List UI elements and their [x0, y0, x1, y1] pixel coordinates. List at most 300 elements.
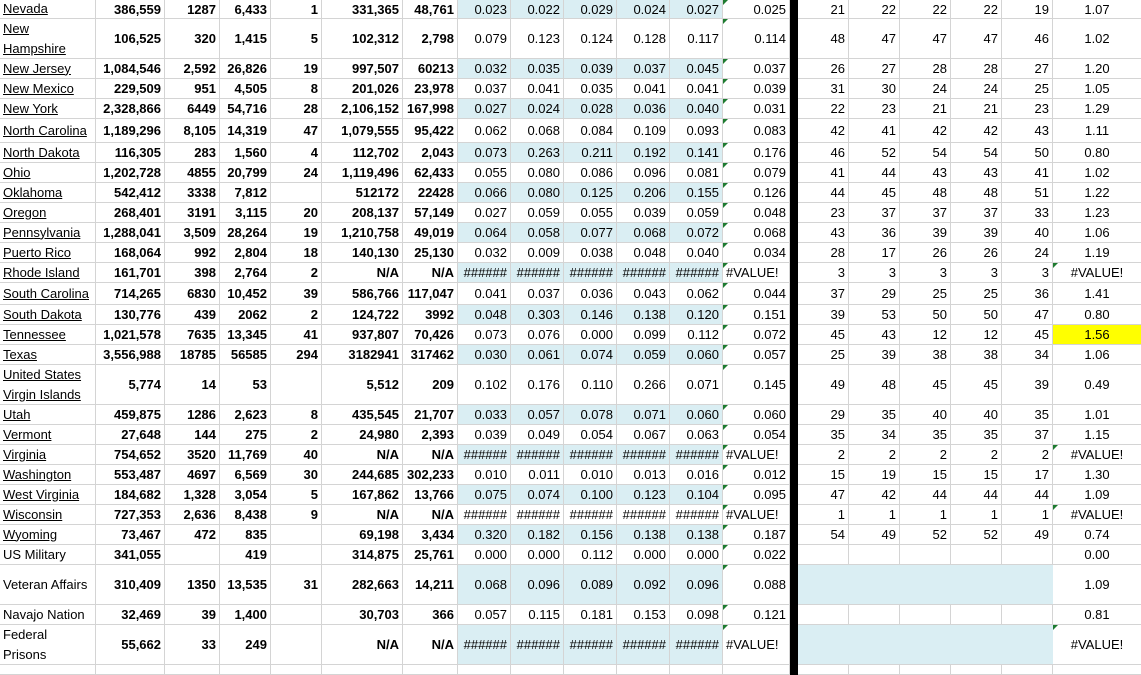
rate-cell[interactable]: 0.078 — [564, 405, 617, 424]
rate-cell[interactable]: 0.054 — [564, 425, 617, 444]
count-c-cell[interactable]: 2,623 — [220, 405, 271, 424]
average-cell[interactable] — [723, 223, 790, 242]
count-d-cell[interactable]: 19 — [271, 59, 322, 78]
rate-cell[interactable]: 0.041 — [670, 79, 723, 98]
rank-cell[interactable]: 3 — [798, 263, 849, 282]
state-link[interactable]: South Carolina — [3, 285, 89, 301]
count-d-cell[interactable]: 2 — [271, 305, 322, 324]
count-c-cell[interactable]: 249 — [220, 625, 271, 664]
rate-cell[interactable]: 0.068 — [511, 119, 564, 142]
rate-cell[interactable]: 0.039 — [617, 203, 670, 222]
count-e-cell[interactable]: 102,312 — [322, 19, 403, 58]
rate-cell[interactable]: 0.123 — [511, 19, 564, 58]
count-b-cell[interactable]: 144 — [165, 425, 220, 444]
state-link[interactable]: Oklahoma — [3, 184, 63, 200]
rate-cell[interactable]: 0.036 — [564, 283, 617, 304]
total-count-cell[interactable]: 1,021,578 — [96, 325, 165, 344]
rank-cell[interactable]: 23 — [849, 99, 900, 118]
rate-cell[interactable]: 0.068 — [617, 223, 670, 242]
rate-cell[interactable]: 0.000 — [617, 545, 670, 564]
rate-cell[interactable]: 0.057 — [458, 605, 511, 624]
count-e-cell[interactable]: N/A — [322, 505, 403, 524]
rate-cell[interactable]: 0.041 — [511, 79, 564, 98]
count-b-cell[interactable]: 472 — [165, 525, 220, 544]
rate-cell[interactable]: 0.138 — [617, 305, 670, 324]
rank-cell[interactable]: 46 — [1002, 19, 1053, 58]
rank-cell[interactable] — [1002, 545, 1053, 564]
count-b-cell[interactable]: 8,105 — [165, 119, 220, 142]
state-link[interactable]: North Carolina — [3, 122, 87, 138]
rank-cell[interactable]: 25 — [798, 345, 849, 364]
count-b-cell[interactable]: 4697 — [165, 465, 220, 484]
rate-cell[interactable] — [670, 665, 723, 674]
count-f-cell[interactable]: 49,019 — [403, 223, 458, 242]
state-name-cell[interactable] — [0, 99, 96, 118]
rank-cell[interactable] — [1002, 605, 1053, 624]
state-name-cell[interactable] — [0, 665, 96, 674]
rate-cell[interactable]: 0.176 — [511, 365, 564, 404]
ratio-cell[interactable] — [1053, 19, 1141, 58]
total-count-cell[interactable]: 229,509 — [96, 79, 165, 98]
average-cell[interactable] — [723, 19, 790, 58]
rate-cell[interactable]: 0.060 — [670, 405, 723, 424]
rate-cell[interactable]: ###### — [670, 445, 723, 464]
rate-cell[interactable]: 0.061 — [511, 345, 564, 364]
rank-cell[interactable] — [951, 565, 1002, 604]
total-count-cell[interactable]: 130,776 — [96, 305, 165, 324]
count-b-cell[interactable]: 14 — [165, 365, 220, 404]
rank-cell[interactable]: 54 — [951, 143, 1002, 162]
count-e-cell[interactable]: 1,079,555 — [322, 119, 403, 142]
rank-cell[interactable]: 43 — [849, 325, 900, 344]
count-c-cell[interactable]: 14,319 — [220, 119, 271, 142]
count-f-cell[interactable]: 25,761 — [403, 545, 458, 564]
state-name-cell[interactable] — [0, 465, 96, 484]
rank-cell[interactable]: 27 — [849, 59, 900, 78]
rank-cell[interactable]: 47 — [798, 485, 849, 504]
rank-cell[interactable]: 1 — [798, 505, 849, 524]
rate-cell[interactable]: 0.041 — [617, 79, 670, 98]
rank-cell[interactable]: 52 — [849, 143, 900, 162]
rate-cell[interactable]: 0.075 — [458, 485, 511, 504]
rank-cell[interactable]: 43 — [1002, 119, 1053, 142]
total-count-cell[interactable]: 32,469 — [96, 605, 165, 624]
rank-cell[interactable] — [849, 605, 900, 624]
state-name-cell[interactable] — [0, 485, 96, 504]
average-cell[interactable] — [723, 79, 790, 98]
state-link[interactable]: Wyoming — [3, 526, 58, 542]
count-e-cell[interactable]: 997,507 — [322, 59, 403, 78]
count-c-cell[interactable]: 54,716 — [220, 99, 271, 118]
rate-cell[interactable]: 0.098 — [670, 605, 723, 624]
average-cell[interactable] — [723, 605, 790, 624]
rank-cell[interactable] — [951, 625, 1002, 664]
count-f-cell[interactable]: 209 — [403, 365, 458, 404]
count-d-cell[interactable]: 19 — [271, 223, 322, 242]
state-name-cell[interactable] — [0, 305, 96, 324]
rank-cell[interactable]: 24 — [951, 79, 1002, 98]
count-d-cell[interactable] — [271, 545, 322, 564]
state-link[interactable]: North Dakota — [3, 144, 80, 160]
rank-cell[interactable]: 19 — [1002, 0, 1053, 18]
rank-cell[interactable]: 39 — [1002, 365, 1053, 404]
rank-cell[interactable]: 48 — [849, 365, 900, 404]
rank-cell[interactable]: 43 — [900, 163, 951, 182]
count-b-cell[interactable]: 1,328 — [165, 485, 220, 504]
rank-cell[interactable]: 48 — [900, 183, 951, 202]
rank-cell[interactable]: 33 — [1002, 203, 1053, 222]
rank-cell[interactable]: 36 — [849, 223, 900, 242]
rank-cell[interactable]: 40 — [951, 405, 1002, 424]
count-c-cell[interactable] — [220, 665, 271, 674]
rate-cell[interactable]: 0.096 — [670, 565, 723, 604]
rank-cell[interactable] — [798, 545, 849, 564]
average-cell[interactable] — [723, 545, 790, 564]
state-name-cell[interactable] — [0, 445, 96, 464]
rank-cell[interactable]: 54 — [798, 525, 849, 544]
count-e-cell[interactable]: N/A — [322, 445, 403, 464]
count-c-cell[interactable]: 1,560 — [220, 143, 271, 162]
rank-cell[interactable] — [1002, 565, 1053, 604]
ratio-cell[interactable] — [1053, 143, 1141, 162]
rank-cell[interactable]: 45 — [798, 325, 849, 344]
rank-cell[interactable] — [951, 545, 1002, 564]
rank-cell[interactable] — [951, 605, 1002, 624]
count-d-cell[interactable]: 30 — [271, 465, 322, 484]
rank-cell[interactable] — [798, 605, 849, 624]
total-count-cell[interactable]: 1,288,041 — [96, 223, 165, 242]
count-f-cell[interactable]: N/A — [403, 263, 458, 282]
rank-cell[interactable]: 2 — [798, 445, 849, 464]
rate-cell[interactable]: 0.138 — [670, 525, 723, 544]
state-link[interactable]: Washington — [3, 466, 72, 482]
count-b-cell[interactable]: 3191 — [165, 203, 220, 222]
total-count-cell[interactable]: 542,412 — [96, 183, 165, 202]
rank-cell[interactable]: 27 — [1002, 59, 1053, 78]
count-e-cell[interactable]: 30,703 — [322, 605, 403, 624]
state-link[interactable]: New Jersey — [3, 60, 71, 76]
total-count-cell[interactable]: 754,652 — [96, 445, 165, 464]
average-cell[interactable] — [723, 465, 790, 484]
rate-cell[interactable]: 0.081 — [670, 163, 723, 182]
state-link[interactable]: Virginia — [3, 446, 47, 462]
count-e-cell[interactable]: N/A — [322, 263, 403, 282]
state-link[interactable]: West Virginia — [3, 486, 80, 502]
rank-cell[interactable]: 22 — [798, 99, 849, 118]
state-name-cell[interactable] — [0, 405, 96, 424]
rate-cell[interactable]: 0.029 — [564, 0, 617, 18]
count-f-cell[interactable]: 167,998 — [403, 99, 458, 118]
rank-cell[interactable]: 39 — [951, 223, 1002, 242]
rate-cell[interactable]: 0.062 — [670, 283, 723, 304]
rank-cell[interactable]: 3 — [951, 263, 1002, 282]
state-name-cell[interactable] — [0, 79, 96, 98]
average-cell[interactable] — [723, 99, 790, 118]
rank-cell[interactable]: 34 — [1002, 345, 1053, 364]
ratio-cell[interactable] — [1053, 283, 1141, 304]
rate-cell[interactable]: 0.110 — [564, 365, 617, 404]
rate-cell[interactable]: 0.211 — [564, 143, 617, 162]
count-f-cell[interactable]: 117,047 — [403, 283, 458, 304]
state-link[interactable]: Nevada — [3, 1, 48, 16]
rank-cell[interactable]: 22 — [951, 0, 1002, 18]
rank-cell[interactable]: 44 — [849, 163, 900, 182]
rate-cell[interactable]: 0.000 — [670, 545, 723, 564]
average-cell[interactable] — [723, 345, 790, 364]
rank-cell[interactable]: 44 — [951, 485, 1002, 504]
rank-cell[interactable]: 1 — [1002, 505, 1053, 524]
state-name-cell[interactable] — [0, 119, 96, 142]
rank-cell[interactable]: 43 — [951, 163, 1002, 182]
count-c-cell[interactable]: 3,115 — [220, 203, 271, 222]
rate-cell[interactable]: 0.138 — [617, 525, 670, 544]
count-b-cell[interactable] — [165, 545, 220, 564]
count-f-cell[interactable]: 22428 — [403, 183, 458, 202]
rate-cell[interactable]: 0.117 — [670, 19, 723, 58]
rate-cell[interactable]: 0.112 — [670, 325, 723, 344]
rank-cell[interactable]: 36 — [1002, 283, 1053, 304]
count-d-cell[interactable]: 1 — [271, 0, 322, 18]
total-count-cell[interactable]: 1,084,546 — [96, 59, 165, 78]
rate-cell[interactable]: 0.080 — [511, 183, 564, 202]
rank-cell[interactable]: 35 — [951, 425, 1002, 444]
count-b-cell[interactable]: 6449 — [165, 99, 220, 118]
rank-cell[interactable]: 42 — [798, 119, 849, 142]
rate-cell[interactable]: 0.124 — [564, 19, 617, 58]
rate-cell[interactable]: 0.092 — [617, 565, 670, 604]
state-link[interactable]: New Hampshire — [3, 20, 66, 56]
rate-cell[interactable]: 0.059 — [670, 203, 723, 222]
count-c-cell[interactable]: 10,452 — [220, 283, 271, 304]
rate-cell[interactable]: 0.104 — [670, 485, 723, 504]
rate-cell[interactable]: 0.032 — [458, 59, 511, 78]
count-b-cell[interactable]: 439 — [165, 305, 220, 324]
rank-cell[interactable]: 44 — [900, 485, 951, 504]
count-b-cell[interactable]: 398 — [165, 263, 220, 282]
count-d-cell[interactable] — [271, 183, 322, 202]
rate-cell[interactable] — [458, 665, 511, 674]
total-count-cell[interactable]: 116,305 — [96, 143, 165, 162]
rank-cell[interactable]: 51 — [1002, 183, 1053, 202]
rank-cell[interactable]: 2 — [1002, 445, 1053, 464]
ratio-cell[interactable] — [1053, 365, 1141, 404]
rank-cell[interactable]: 2 — [900, 445, 951, 464]
ratio-cell[interactable] — [1053, 425, 1141, 444]
rate-cell[interactable]: 0.028 — [564, 99, 617, 118]
rank-cell[interactable]: 41 — [849, 119, 900, 142]
rank-cell[interactable]: 38 — [951, 345, 1002, 364]
count-c-cell[interactable]: 2,764 — [220, 263, 271, 282]
rank-cell[interactable]: 47 — [849, 19, 900, 58]
state-link[interactable]: Utah — [3, 406, 31, 422]
rank-cell[interactable]: 23 — [798, 203, 849, 222]
rank-cell[interactable]: 39 — [798, 305, 849, 324]
state-link[interactable]: Oregon — [3, 204, 47, 220]
rate-cell[interactable]: 0.067 — [617, 425, 670, 444]
state-link[interactable]: Texas — [3, 346, 37, 362]
rate-cell[interactable]: 0.055 — [458, 163, 511, 182]
count-d-cell[interactable]: 18 — [271, 243, 322, 262]
rate-cell[interactable]: 0.072 — [670, 223, 723, 242]
total-count-cell[interactable]: 73,467 — [96, 525, 165, 544]
rate-cell[interactable]: 0.048 — [617, 243, 670, 262]
rate-cell[interactable]: 0.066 — [458, 183, 511, 202]
count-b-cell[interactable]: 7635 — [165, 325, 220, 344]
state-link[interactable]: Vermont — [3, 426, 52, 442]
rate-cell[interactable]: 0.071 — [617, 405, 670, 424]
average-cell[interactable] — [723, 305, 790, 324]
rate-cell[interactable]: 0.112 — [564, 545, 617, 564]
average-cell[interactable] — [723, 59, 790, 78]
rate-cell[interactable]: 0.156 — [564, 525, 617, 544]
rank-cell[interactable]: 45 — [951, 365, 1002, 404]
rate-cell[interactable]: 0.062 — [458, 119, 511, 142]
count-f-cell[interactable]: 21,707 — [403, 405, 458, 424]
count-d-cell[interactable] — [271, 365, 322, 404]
rank-cell[interactable]: 29 — [798, 405, 849, 424]
rank-cell[interactable]: 25 — [951, 283, 1002, 304]
ratio-cell[interactable] — [1053, 99, 1141, 118]
count-f-cell[interactable]: 25,130 — [403, 243, 458, 262]
count-c-cell[interactable]: 56585 — [220, 345, 271, 364]
rank-cell[interactable]: 37 — [900, 203, 951, 222]
ratio-cell[interactable] — [1053, 325, 1141, 344]
total-count-cell[interactable]: 727,353 — [96, 505, 165, 524]
state-link[interactable]: Pennsylvania — [3, 224, 81, 240]
rank-cell[interactable]: 48 — [951, 183, 1002, 202]
rank-cell[interactable]: 21 — [900, 99, 951, 118]
count-f-cell[interactable]: 13,766 — [403, 485, 458, 504]
state-name-cell[interactable] — [0, 163, 96, 182]
count-e-cell[interactable]: 1,210,758 — [322, 223, 403, 242]
rate-cell[interactable]: ###### — [511, 445, 564, 464]
state-name-cell[interactable] — [0, 365, 96, 404]
rank-cell[interactable] — [1002, 665, 1053, 674]
count-d-cell[interactable]: 4 — [271, 143, 322, 162]
count-d-cell[interactable]: 2 — [271, 263, 322, 282]
average-cell[interactable] — [723, 445, 790, 464]
rate-cell[interactable]: 0.024 — [511, 99, 564, 118]
rank-cell[interactable]: 35 — [798, 425, 849, 444]
rank-cell[interactable]: 29 — [849, 283, 900, 304]
total-count-cell[interactable]: 106,525 — [96, 19, 165, 58]
rate-cell[interactable]: 0.035 — [511, 59, 564, 78]
rank-cell[interactable]: 50 — [951, 305, 1002, 324]
state-name-cell[interactable] — [0, 425, 96, 444]
ratio-cell[interactable] — [1053, 445, 1141, 464]
rank-cell[interactable]: 40 — [1002, 223, 1053, 242]
total-count-cell[interactable]: 5,774 — [96, 365, 165, 404]
rate-cell[interactable]: 0.123 — [617, 485, 670, 504]
count-c-cell[interactable]: 53 — [220, 365, 271, 404]
count-b-cell[interactable]: 1286 — [165, 405, 220, 424]
rate-cell[interactable]: 0.155 — [670, 183, 723, 202]
average-cell[interactable] — [723, 263, 790, 282]
rate-cell[interactable]: 0.182 — [511, 525, 564, 544]
count-d-cell[interactable]: 5 — [271, 485, 322, 504]
count-d-cell[interactable]: 5 — [271, 19, 322, 58]
rate-cell[interactable]: 0.045 — [670, 59, 723, 78]
rank-cell[interactable] — [798, 625, 849, 664]
rate-cell[interactable]: ###### — [564, 505, 617, 524]
rank-cell[interactable]: 12 — [951, 325, 1002, 344]
total-count-cell[interactable]: 459,875 — [96, 405, 165, 424]
state-name-cell[interactable] — [0, 59, 96, 78]
rate-cell[interactable]: 0.064 — [458, 223, 511, 242]
rank-cell[interactable]: 37 — [849, 203, 900, 222]
state-name-cell[interactable] — [0, 525, 96, 544]
count-e-cell[interactable]: 512172 — [322, 183, 403, 202]
average-cell[interactable] — [723, 183, 790, 202]
rate-cell[interactable]: 0.141 — [670, 143, 723, 162]
average-cell[interactable] — [723, 625, 790, 664]
rate-cell[interactable]: 0.027 — [458, 203, 511, 222]
rate-cell[interactable]: 0.041 — [458, 283, 511, 304]
count-e-cell[interactable]: 124,722 — [322, 305, 403, 324]
rate-cell[interactable]: 0.099 — [617, 325, 670, 344]
rate-cell[interactable]: 0.181 — [564, 605, 617, 624]
rank-cell[interactable]: 39 — [900, 223, 951, 242]
state-name-cell[interactable] — [0, 545, 96, 564]
state-name-cell[interactable] — [0, 223, 96, 242]
count-f-cell[interactable]: 57,149 — [403, 203, 458, 222]
count-f-cell[interactable]: 95,422 — [403, 119, 458, 142]
rate-cell[interactable]: 0.043 — [617, 283, 670, 304]
total-count-cell[interactable] — [96, 665, 165, 674]
rate-cell[interactable]: 0.120 — [670, 305, 723, 324]
rate-cell[interactable]: 0.039 — [564, 59, 617, 78]
rank-cell[interactable]: 45 — [900, 365, 951, 404]
count-e-cell[interactable]: 435,545 — [322, 405, 403, 424]
count-e-cell[interactable]: 586,766 — [322, 283, 403, 304]
average-cell[interactable] — [723, 505, 790, 524]
rank-cell[interactable]: 3 — [849, 263, 900, 282]
count-b-cell[interactable]: 283 — [165, 143, 220, 162]
rank-cell[interactable] — [951, 665, 1002, 674]
average-cell[interactable] — [723, 283, 790, 304]
count-c-cell[interactable]: 835 — [220, 525, 271, 544]
rank-cell[interactable]: 44 — [1002, 485, 1053, 504]
ratio-cell[interactable] — [1053, 505, 1141, 524]
rate-cell[interactable]: 0.040 — [670, 243, 723, 262]
rank-cell[interactable]: 43 — [798, 223, 849, 242]
rank-cell[interactable] — [900, 665, 951, 674]
count-d-cell[interactable]: 2 — [271, 425, 322, 444]
rate-cell[interactable]: 0.074 — [564, 345, 617, 364]
count-f-cell[interactable]: 2,393 — [403, 425, 458, 444]
rate-cell[interactable]: ###### — [564, 625, 617, 664]
count-e-cell[interactable]: 282,663 — [322, 565, 403, 604]
rate-cell[interactable]: 0.060 — [670, 345, 723, 364]
rank-cell[interactable]: 52 — [900, 525, 951, 544]
count-b-cell[interactable]: 3,509 — [165, 223, 220, 242]
rank-cell[interactable]: 26 — [900, 243, 951, 262]
rate-cell[interactable]: 0.038 — [564, 243, 617, 262]
rate-cell[interactable]: 0.096 — [617, 163, 670, 182]
count-d-cell[interactable]: 40 — [271, 445, 322, 464]
rate-cell[interactable]: 0.206 — [617, 183, 670, 202]
rate-cell[interactable]: 0.100 — [564, 485, 617, 504]
count-c-cell[interactable]: 11,769 — [220, 445, 271, 464]
rate-cell[interactable]: 0.096 — [511, 565, 564, 604]
rate-cell[interactable]: 0.027 — [458, 99, 511, 118]
rate-cell[interactable]: 0.000 — [511, 545, 564, 564]
rate-cell[interactable]: 0.146 — [564, 305, 617, 324]
total-count-cell[interactable]: 310,409 — [96, 565, 165, 604]
rank-cell[interactable]: 40 — [900, 405, 951, 424]
rate-cell[interactable]: 0.037 — [617, 59, 670, 78]
average-cell[interactable] — [723, 485, 790, 504]
